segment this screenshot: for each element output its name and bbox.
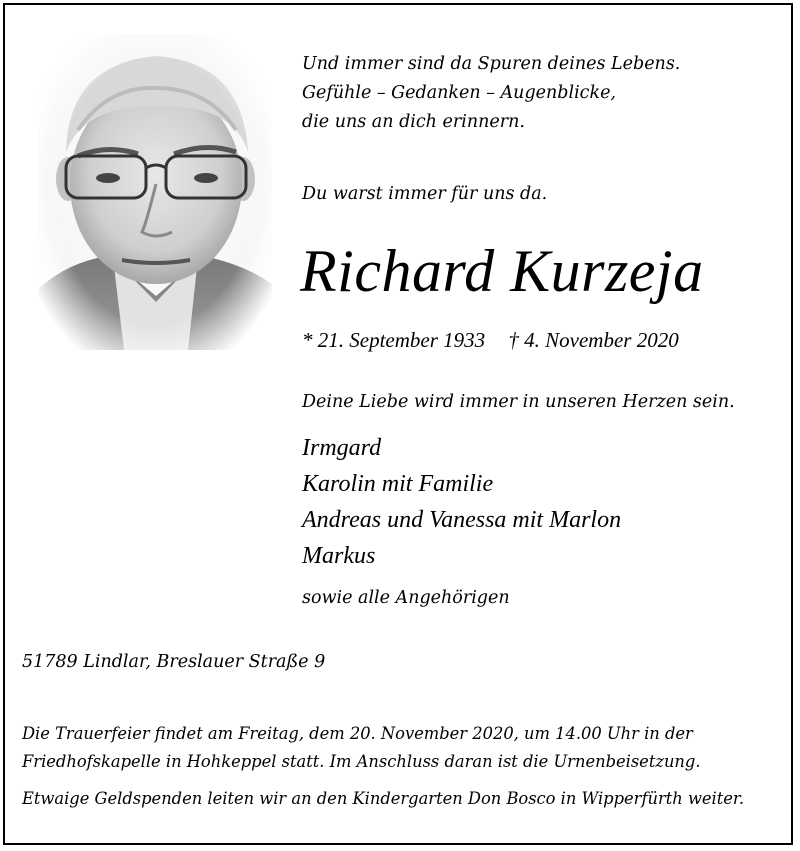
poem-line: die uns an dich erinnern. <box>302 112 525 132</box>
poem-line: Und immer sind da Spuren deines Lebens. <box>302 54 681 74</box>
donation-note: Etwaige Geldspenden leiten wir an den Kindergarten Don Bosco in Wipperfürth weiter. <box>22 789 745 808</box>
life-dates <box>302 328 679 353</box>
birth-date: * 21. September 1933 <box>302 328 486 352</box>
motto: Du warst immer für uns da. <box>302 184 548 204</box>
deceased-name: Richard Kurzeja <box>300 238 704 304</box>
portrait-photo <box>38 34 272 350</box>
ceremony-info <box>22 720 782 776</box>
mourner: Andreas und Vanessa mit Marlon <box>302 507 622 533</box>
relatives-line: sowie alle Angehörigen <box>302 588 510 608</box>
mourner: Markus <box>302 543 376 569</box>
poem-line: Gefühle – Gedanken – Augenblicke, <box>302 83 616 103</box>
ceremony-line: Friedhofskapelle in Hohkeppel statt. Im Anschluss daran ist die Urnenbeisetzung. <box>22 752 701 771</box>
poem <box>302 50 680 137</box>
mourner: Karolin mit Familie <box>302 471 494 497</box>
death-date: † 4. November 2020 <box>508 328 679 352</box>
love-line: Deine Liebe wird immer in unseren Herzen sein. <box>302 392 735 412</box>
ceremony-line: Die Trauerfeier findet am Freitag, dem 20. November 2020, um 14.00 Uhr in der <box>22 724 693 743</box>
mourners-list <box>302 430 621 574</box>
address: 51789 Lindlar, Breslauer Straße 9 <box>22 652 326 672</box>
mourner: Irmgard <box>302 435 382 461</box>
